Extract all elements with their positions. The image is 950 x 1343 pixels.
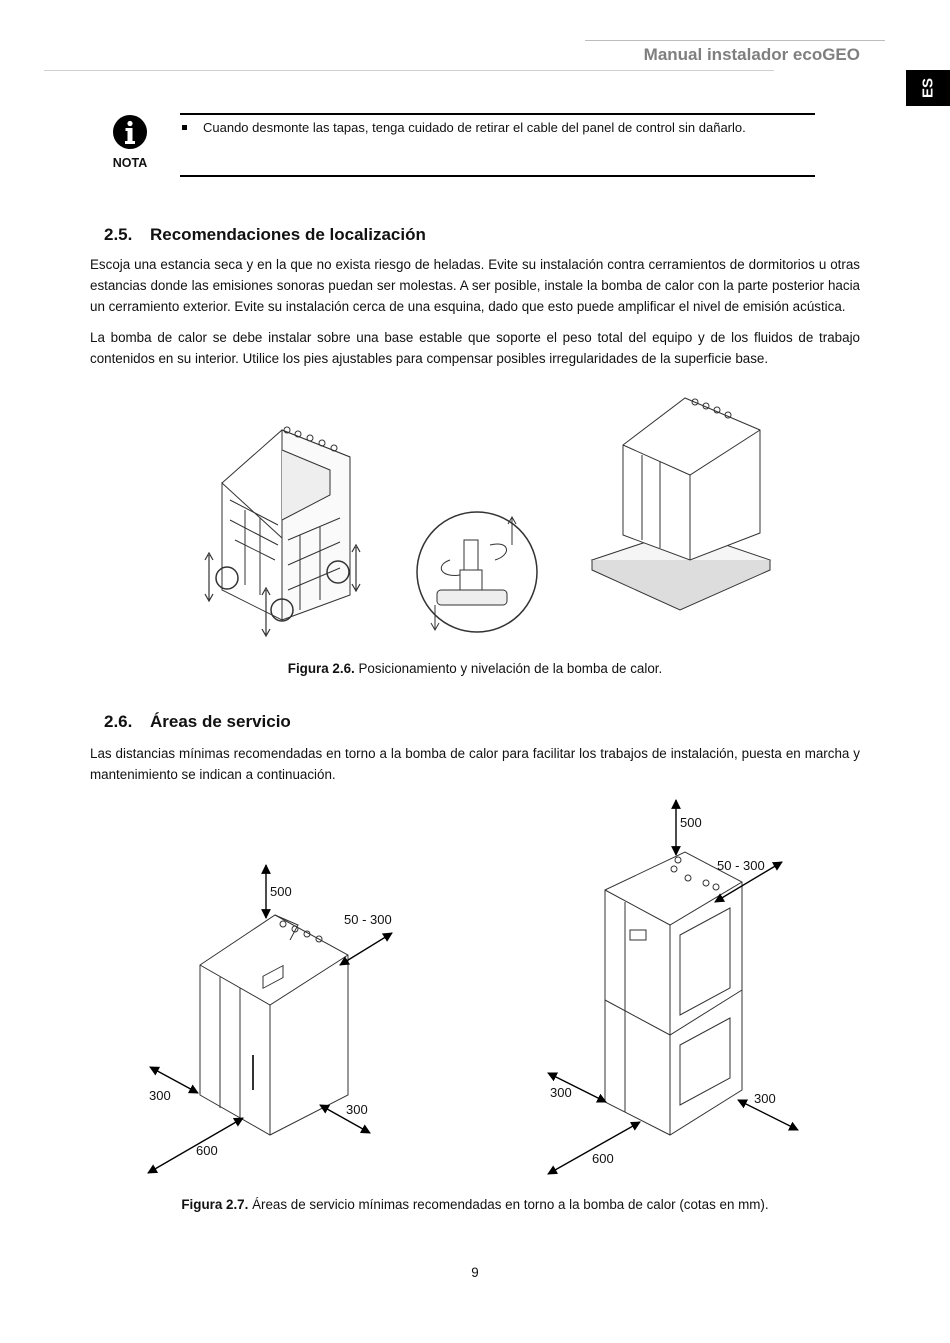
- short-unit-dim-back-right: 50 - 300: [344, 912, 392, 927]
- figure-2-6-illustration: [190, 390, 810, 645]
- section-2-5-paragraph-1: Escoja una estancia seca y en la que no exista riesgo de heladas. Evite su instalación contra cerramientos de dormitorios u otras estancias donde las emisiones sonoras puedan ser molestas. A ser posible, instale la bomba de calor con la parte posterior hacia un cerramiento exterior. Evite su instalación cerca de una esquina, dado que esto puede amplificar el nivel de emisión acústica.: [90, 257, 860, 314]
- section-2-6-title: Áreas de servicio: [150, 712, 291, 731]
- tall-unit-dim-left: 300: [550, 1085, 572, 1100]
- tall-unit-dim-front: 600: [592, 1151, 614, 1166]
- tall-unit-dim-right: 300: [754, 1091, 776, 1106]
- note-rule-top: [180, 113, 815, 115]
- tall-unit-dim-top: 500: [680, 815, 702, 830]
- tall-heat-pump-drawing: [605, 852, 742, 1135]
- closed-heat-pump-on-base-drawing: [592, 390, 770, 610]
- info-icon: [110, 114, 150, 154]
- figure-2-7-caption: [60, 1197, 890, 1212]
- note-rule-bottom: [180, 175, 815, 177]
- header-title: Manual instalador ecoGEO: [643, 45, 860, 64]
- short-unit-dim-right: 300: [346, 1102, 368, 1117]
- figure-2-6-label: Figura 2.6.: [287, 661, 355, 676]
- figure-2-7-illustration: [130, 790, 810, 1180]
- figure-2-7-label: Figura 2.7.: [181, 1197, 249, 1212]
- page-number: 9: [471, 1265, 479, 1280]
- section-2-5-number: 2.5.: [104, 225, 133, 244]
- figure-2-6-caption: [90, 661, 860, 676]
- header-rule-top: [585, 40, 885, 41]
- figure-2-7-text: Áreas de servicio mínimas recomendadas en torno a la bomba de calor (cotas en mm).: [252, 1197, 769, 1212]
- short-heat-pump-drawing: [200, 915, 348, 1135]
- short-unit-dim-top: 500: [270, 884, 292, 899]
- note-bullet-text: Cuando desmonte las tapas, tenga cuidado de retirar el cable del panel de control sin dañarlo.: [203, 120, 746, 135]
- figure-2-6-text: Posicionamiento y nivelación de la bomba de calor.: [358, 661, 663, 676]
- note-bullet-marker: [182, 125, 187, 130]
- section-2-6-paragraph-1: Las distancias mínimas recomendadas en torno a la bomba de calor para facilitar los trabajos de instalación, puesta en marcha y mantenimiento se indican a continuación.: [90, 746, 860, 782]
- open-heat-pump-drawing: [205, 427, 360, 636]
- short-unit-dim-front: 600: [196, 1143, 218, 1158]
- header-rule-bottom: [44, 70, 774, 71]
- language-tab: [906, 70, 950, 106]
- note-label: NOTA: [112, 156, 148, 170]
- section-2-6-heading: [104, 712, 291, 732]
- section-2-5-heading: [104, 225, 426, 245]
- section-2-5-title: Recomendaciones de localización: [150, 225, 426, 244]
- section-2-6-number: 2.6.: [104, 712, 133, 731]
- language-tab-label: ES: [919, 77, 937, 99]
- leveling-foot-detail: [417, 512, 537, 632]
- section-2-5-paragraph-2: La bomba de calor se debe instalar sobre una base estable que soporte el peso total del equipo y de los fluidos de trabajo contenidos en su interior. Utilice los pies ajustables para compensar posibles irregularidades de la superficie base.: [90, 330, 860, 366]
- short-unit-dim-left: 300: [149, 1088, 171, 1103]
- tall-unit-dim-back-right: 50 - 300: [717, 858, 765, 873]
